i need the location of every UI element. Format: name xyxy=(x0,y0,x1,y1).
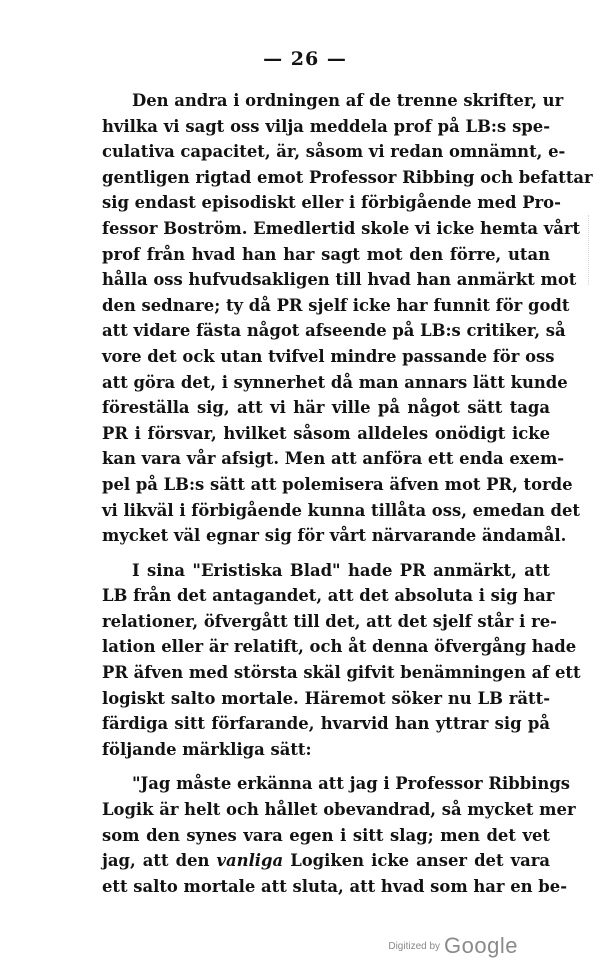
text-line: pel på LB:s sätt att polemisera äfven mot PR, torde xyxy=(102,474,573,494)
text-line: LB från det antagandet, att det absoluta i sig har xyxy=(102,586,555,606)
italic-word: vanliga xyxy=(216,851,284,871)
text-segment: jag, att den xyxy=(102,851,217,871)
text-line: kan vara vår afsigt. Men att anföra ett enda exem- xyxy=(102,449,565,469)
text-line: relationer, öfvergått till det, att det sjelf står i re- xyxy=(102,611,557,631)
paragraph-2 xyxy=(102,558,581,763)
paragraph-1 xyxy=(102,88,593,549)
digitized-watermark xyxy=(388,933,518,959)
text-line: I sina "Eristiska Blad" hade PR anmärkt, att xyxy=(132,560,550,580)
watermark-prefix: Digitized by xyxy=(388,940,441,952)
text-line: culativa capacitet, är, såsom vi redan omnämnt, e- xyxy=(102,142,566,162)
text-line: gentligen rigtad emot Professor Ribbing och befattar xyxy=(102,167,593,187)
paragraph-gap xyxy=(102,762,550,771)
text-line: Logik är helt och hållet obevandrad, så mycket mer xyxy=(102,800,576,820)
body-text xyxy=(102,88,593,899)
paragraph-3-quote xyxy=(102,771,576,899)
text-line: "Jag måste erkänna att jag i Professor Ribbings xyxy=(132,774,571,794)
text-line: sig endast episodiskt eller i förbigående med Pro- xyxy=(102,193,561,213)
paragraph-gap xyxy=(102,549,550,558)
text-line: som den synes vara egen i sitt slag; men det vet xyxy=(102,825,550,845)
margin-mark xyxy=(588,215,590,285)
text-line: fessor Boström. Emedlertid skole vi icke hemta vårt xyxy=(102,218,581,238)
text-line: Den andra i ordningen af de trenne skrifter, ur xyxy=(132,91,564,110)
text-line xyxy=(102,848,550,874)
text-line: vi likväl i förbigående kunna tillåta oss, emedan det xyxy=(102,500,580,520)
text-line: prof från hvad han har sagt mot den förre, utan xyxy=(102,244,550,264)
text-line: följande märkliga sätt: xyxy=(102,739,312,759)
text-line: vore det ock utan tvifvel mindre passande för oss xyxy=(102,346,555,366)
text-line: lation eller är relatift, och åt denna öfvergång hade xyxy=(102,637,577,657)
text-segment: Logiken icke anser det vara xyxy=(283,851,551,871)
text-line: att göra det, i synnerhet då man annars lätt kunde xyxy=(102,372,568,392)
page-number: — 26 — xyxy=(263,48,347,70)
text-line: den sednare; ty då PR sjelf icke har funnit för godt xyxy=(102,295,570,315)
text-line: ett salto mortale att sluta, att hvad som har en be- xyxy=(102,876,567,896)
text-line: hålla oss hufvudsakligen till hvad han anmärkt mot xyxy=(102,270,577,290)
text-line: mycket väl egnar sig för vårt närvarande ändamål. xyxy=(102,526,567,546)
text-line: hvilka vi sagt oss vilja meddela prof på LB:s spe- xyxy=(102,116,550,136)
text-line: logiskt salto mortale. Häremot söker nu LB rätt- xyxy=(102,688,550,708)
watermark-brand: Google xyxy=(444,933,518,958)
text-line: föreställa sig, att vi här ville på något sätt taga xyxy=(102,398,550,418)
text-line: färdiga sitt förfarande, hvarvid han yttrar sig på xyxy=(102,714,550,734)
text-line: PR i försvar, hvilket såsom alldeles onödigt icke xyxy=(102,423,550,443)
text-line: PR äfven med största skäl gifvit benämningen af ett xyxy=(102,663,581,683)
text-line: att vidare fästa något afseende på LB:s critiker, så xyxy=(102,321,566,341)
